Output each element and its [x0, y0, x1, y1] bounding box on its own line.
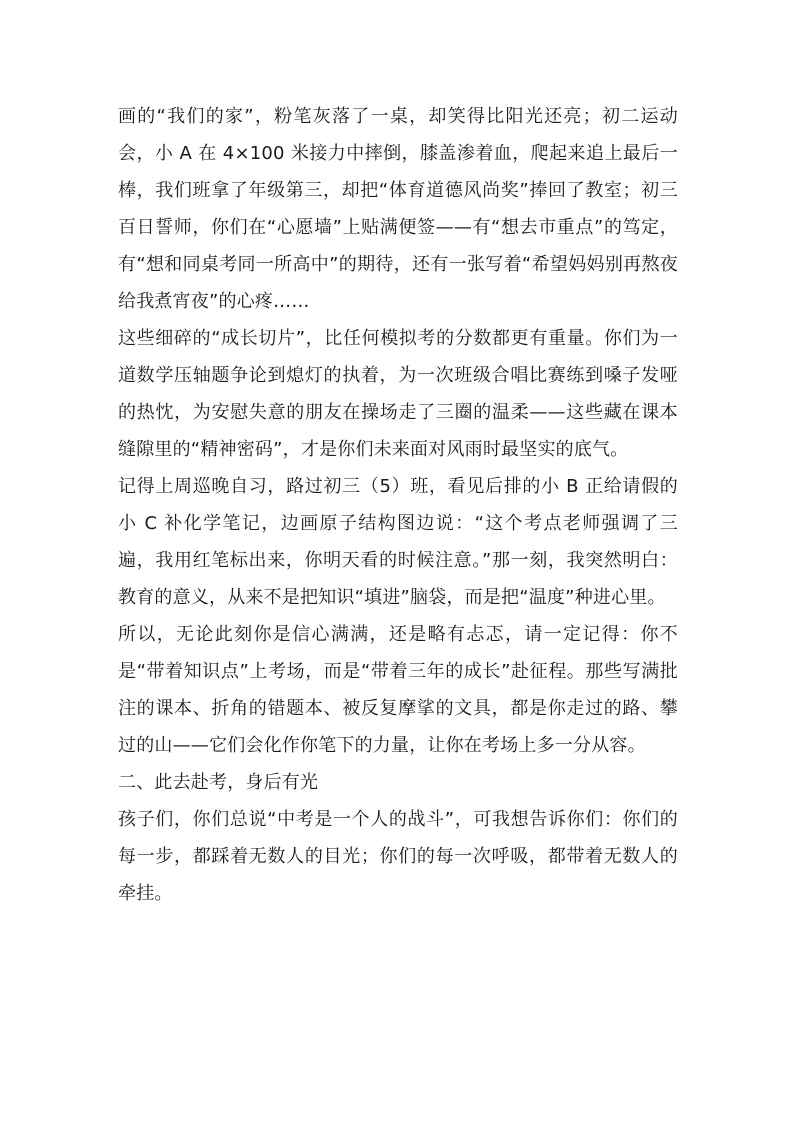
document-body	[118, 98, 678, 912]
paragraph-closing: 孩子们，你们总说“中考是一个人的战斗”，可我想告诉你们：你们的每一步，都踩着无数人的目光；你们的每一次呼吸，都带着无数人的牵挂。	[118, 809, 678, 904]
section-heading: 二、此去赴考，身后有光	[118, 772, 319, 793]
paragraph-encouragement: 所以，无论此刻你是信心满满，还是略有忐忑，请一定记得：你不是“带着知识点”上考场，而是“带着三年的成长”赴征程。那些写满批注的课本、折角的错题本、被反复摩挲的文具，都是你走过的路、攀过的山——它们会化作你笔下的力量，让你在考场上多一分从容。	[118, 624, 678, 756]
paragraph-memories: 画的“我们的家”，粉笔灰落了一桌，却笑得比阳光还亮；初二运动会，小 A 在 4×100 米接力中摔倒，膝盖渗着血，爬起来追上最后一棒，我们班拿了年级第三，却把“体育道德风尚奖”捧回了教室；初三百日誓师，你们在“心愿墙”上贴满便签——有“想去市重点”的笃定，有“想和同桌考同一所高中”的期待，还有一张写着“希望妈妈别再熬夜给我煮宵夜”的心疼……	[118, 106, 678, 312]
paragraph-growth-slices: 这些细碎的“成长切片”，比任何模拟考的分数都更有重量。你们为一道数学压轴题争论到熄灯的执着，为一次班级合唱比赛练到嗓子发哑的热忱，为安慰失意的朋友在操场走了三圈的温柔——这些藏在课本缝隙里的“精神密码”，才是你们未来面对风雨时最坚实的底气。	[118, 328, 678, 460]
paragraph-evening-study: 记得上周巡晚自习，路过初三（5）班，看见后排的小 B 正给请假的小 C 补化学笔记，边画原子结构图边说：“这个考点老师强调了三遍，我用红笔标出来，你明天看的时候注意。”那一刻，我突然明白：教育的意义，从来不是把知识“填进”脑袋，而是把“温度”种进心里。	[118, 476, 678, 608]
